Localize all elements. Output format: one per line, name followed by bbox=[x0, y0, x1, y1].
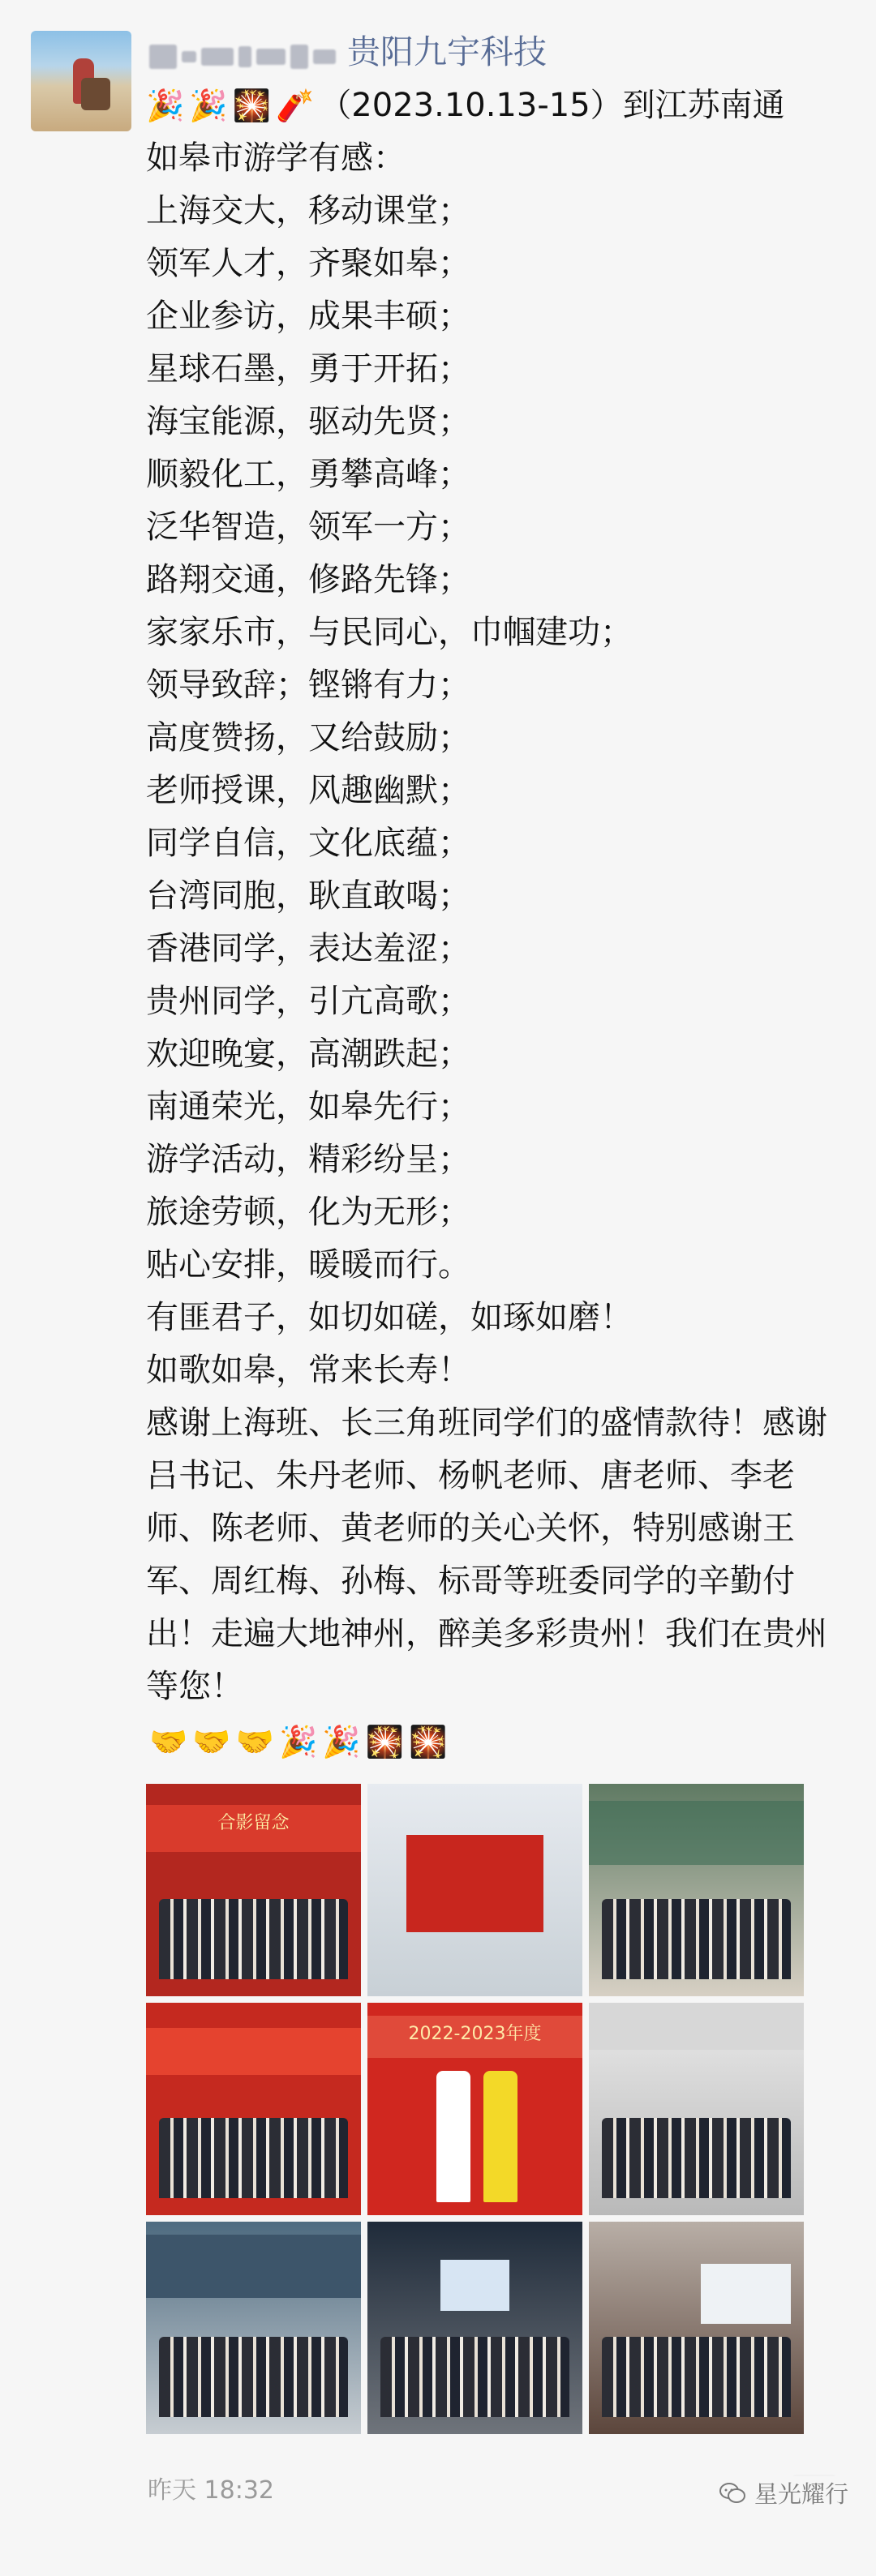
blurred-nickname bbox=[149, 41, 336, 73]
photo-5[interactable] bbox=[367, 2003, 582, 2215]
poem-line: 香港同学，表达羞涩； bbox=[146, 930, 470, 967]
poem-line: 有匪君子，如切如磋，如琢如磨！ bbox=[146, 1299, 633, 1336]
emoji-icon: 🎇 bbox=[365, 1724, 404, 1759]
party-emoji-icon: 🎉 bbox=[146, 88, 185, 123]
poem-line: 海宝能源，驱动先贤； bbox=[146, 403, 470, 440]
post-text bbox=[146, 79, 827, 1713]
photo-5-person-right bbox=[483, 2071, 517, 2202]
photo-6-crowd bbox=[602, 2118, 791, 2199]
photo-grid bbox=[146, 1784, 803, 2434]
poem-line: 如皋市游学有感： bbox=[146, 139, 406, 177]
emoji-icon: 🎇 bbox=[408, 1724, 448, 1759]
photo-4-banner bbox=[146, 2028, 361, 2075]
photo-1-crowd bbox=[159, 1899, 348, 1980]
avatar-figure-dog bbox=[81, 78, 110, 110]
photo-4-crowd bbox=[159, 2118, 348, 2199]
photo-3[interactable] bbox=[589, 1784, 804, 1996]
emoji-icon: 🤝 bbox=[192, 1724, 231, 1759]
photo-2[interactable] bbox=[367, 1784, 582, 1996]
watermark bbox=[719, 2476, 848, 2510]
poem-line: 领导致辞；铿锵有力； bbox=[146, 667, 470, 704]
poem-line: 泛华智造，领军一方； bbox=[146, 508, 470, 546]
photo-8-screen bbox=[440, 2260, 509, 2311]
photo-4[interactable] bbox=[146, 2003, 361, 2215]
wechat-icon bbox=[719, 2481, 746, 2505]
poem-line: 老师授课，风趣幽默； bbox=[146, 772, 470, 809]
photo-6-banner bbox=[589, 2003, 804, 2050]
party-emoji-icon: 🎇 bbox=[232, 88, 271, 123]
poem-line: 企业参访，成果丰硕； bbox=[146, 298, 470, 335]
poem-line: 路翔交通，修路先锋； bbox=[146, 561, 470, 598]
photo-9-crowd bbox=[602, 2337, 791, 2418]
post-paragraph: 感谢上海班、长三角班同学们的盛情款待！感谢吕书记、朱丹老师、杨帆老师、唐老师、李老师、陈老师、黄老师的关心关怀，特别感谢王军、周红梅、孙梅、标哥等班委同学的辛勤付出！走遍大地神州，醉美多彩贵州！我们在贵州等您！ bbox=[146, 1404, 827, 1705]
poem-line: 如歌如皋，常来长寿！ bbox=[146, 1352, 470, 1389]
poem-line: 贵州同学，引亢高歌； bbox=[146, 983, 470, 1020]
poem-line: 同学自信，文化底蕴； bbox=[146, 825, 470, 862]
poem-line: 欢迎晚宴，高潮跌起； bbox=[146, 1035, 470, 1073]
poem-line: 上海交大，移动课堂； bbox=[146, 192, 470, 229]
photo-6[interactable] bbox=[589, 2003, 804, 2215]
poem-line: 台湾同胞，耿直敢喝； bbox=[146, 877, 470, 915]
poem-line: 顺毅化工，勇攀高峰； bbox=[146, 456, 470, 493]
photo-9[interactable] bbox=[589, 2222, 804, 2434]
photo-7[interactable] bbox=[146, 2222, 361, 2434]
emoji-icon: 🎉 bbox=[278, 1724, 318, 1759]
emoji-icon: 🎉 bbox=[322, 1724, 361, 1759]
photo-8-crowd bbox=[380, 2337, 569, 2418]
photo-1-caption: 合影留念 bbox=[217, 1813, 290, 1834]
party-emoji-icon: 🎉 bbox=[189, 88, 228, 123]
photo-5-person-left bbox=[436, 2071, 470, 2202]
poem-line: 游学活动，精彩纷呈； bbox=[146, 1141, 470, 1178]
poem-line: 南通荣光，如皋先行； bbox=[146, 1088, 470, 1125]
photo-2-banner bbox=[406, 1835, 544, 1933]
poem-lines bbox=[146, 132, 827, 1397]
photo-9-screen bbox=[701, 2264, 791, 2323]
photo-3-banner bbox=[589, 1801, 804, 1865]
photo-5-caption: 2022-2023年度 bbox=[408, 2023, 542, 2044]
first-line-emojis bbox=[146, 87, 319, 124]
poem-line: 贴心安排，暖暖而行。 bbox=[146, 1246, 470, 1284]
ending-emojis bbox=[149, 1717, 452, 1766]
poem-line: 家家乐市，与民同心，巾帼建功； bbox=[146, 614, 633, 651]
party-emoji-icon: 🧨 bbox=[275, 88, 315, 123]
photo-8[interactable] bbox=[367, 2222, 582, 2434]
photo-7-banner bbox=[146, 2235, 361, 2299]
poem-line: 星球石墨，勇于开拓； bbox=[146, 350, 470, 388]
poem-line: 领军人才，齐聚如皋； bbox=[146, 245, 470, 282]
poem-line: 旅途劳顿，化为无形； bbox=[146, 1194, 470, 1231]
photo-1[interactable] bbox=[146, 1784, 361, 1996]
photo-7-crowd bbox=[159, 2337, 348, 2418]
avatar[interactable] bbox=[31, 31, 131, 131]
emoji-icon: 🤝 bbox=[149, 1724, 188, 1759]
post-time: 昨天 18:32 bbox=[148, 2476, 274, 2505]
emoji-icon: 🤝 bbox=[235, 1724, 274, 1759]
poem-line: 高度赞扬，又给鼓励； bbox=[146, 719, 470, 757]
watermark-text: 星光耀行 bbox=[754, 2480, 848, 2508]
photo-3-crowd bbox=[602, 1899, 791, 1980]
first-line-text: （2023.10.13-15）到江苏南通 bbox=[319, 87, 785, 124]
first-line bbox=[146, 79, 827, 132]
author-name[interactable]: 贵阳九宇科技 bbox=[347, 32, 547, 71]
